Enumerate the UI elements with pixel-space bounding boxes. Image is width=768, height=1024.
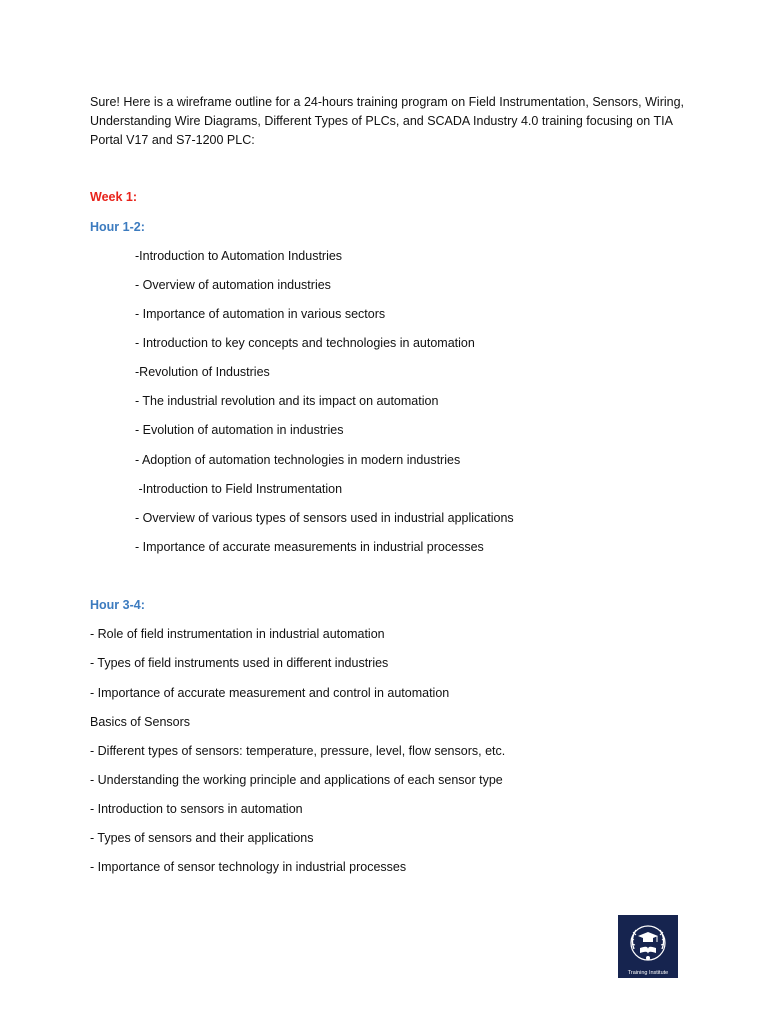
list-item: - Importance of accurate measurements in industrial processes xyxy=(135,540,484,554)
list-item: - Introduction to sensors in automation xyxy=(90,802,303,816)
list-item: -Revolution of Industries xyxy=(135,365,270,379)
intro-paragraph: Sure! Here is a wireframe outline for a 24-hours training program on Field Instrumentation, Sensors, Wiring, Understanding Wire Diagrams, Different Types of PLCs, and SCADA Industry 4.0 training focusing on TIA Portal V17 and S7-1200 PLC: xyxy=(90,95,685,147)
list-item: - Types of field instruments used in different industries xyxy=(90,656,389,670)
list-item: - Different types of sensors: temperature, pressure, level, flow sensors, etc. xyxy=(90,744,506,758)
list-item: - Types of sensors and their applications xyxy=(90,831,314,845)
logo-caption: Training Institute xyxy=(627,970,669,976)
list-item: - Introduction to key concepts and technologies in automation xyxy=(135,336,475,350)
week-1-heading: Week 1: xyxy=(90,190,138,204)
list-item: - Overview of automation industries xyxy=(135,278,331,292)
institute-logo xyxy=(618,915,678,978)
list-item: - The industrial revolution and its impact on automation xyxy=(135,394,439,408)
list-item: - Importance of accurate measurement and control in automation xyxy=(90,686,450,700)
list-item: - Adoption of automation technologies in modern industries xyxy=(135,453,461,467)
list-item: Basics of Sensors xyxy=(90,715,191,729)
list-item: - Evolution of automation in industries xyxy=(135,423,344,437)
institute-logo-icon xyxy=(618,915,678,978)
list-item: - Importance of sensor technology in industrial processes xyxy=(90,860,407,874)
list-item: - Role of field instrumentation in industrial automation xyxy=(90,627,385,641)
hour-3-4-heading: Hour 3-4: xyxy=(90,598,145,612)
list-item: -Introduction to Automation Industries xyxy=(135,249,343,263)
list-item: -Introduction to Field Instrumentation xyxy=(135,482,343,496)
list-item: - Overview of various types of sensors used in industrial applications xyxy=(135,511,514,525)
list-item: - Importance of automation in various sectors xyxy=(135,307,386,321)
list-item: - Understanding the working principle and applications of each sensor type xyxy=(90,773,503,787)
hour-1-2-heading: Hour 1-2: xyxy=(90,220,145,234)
